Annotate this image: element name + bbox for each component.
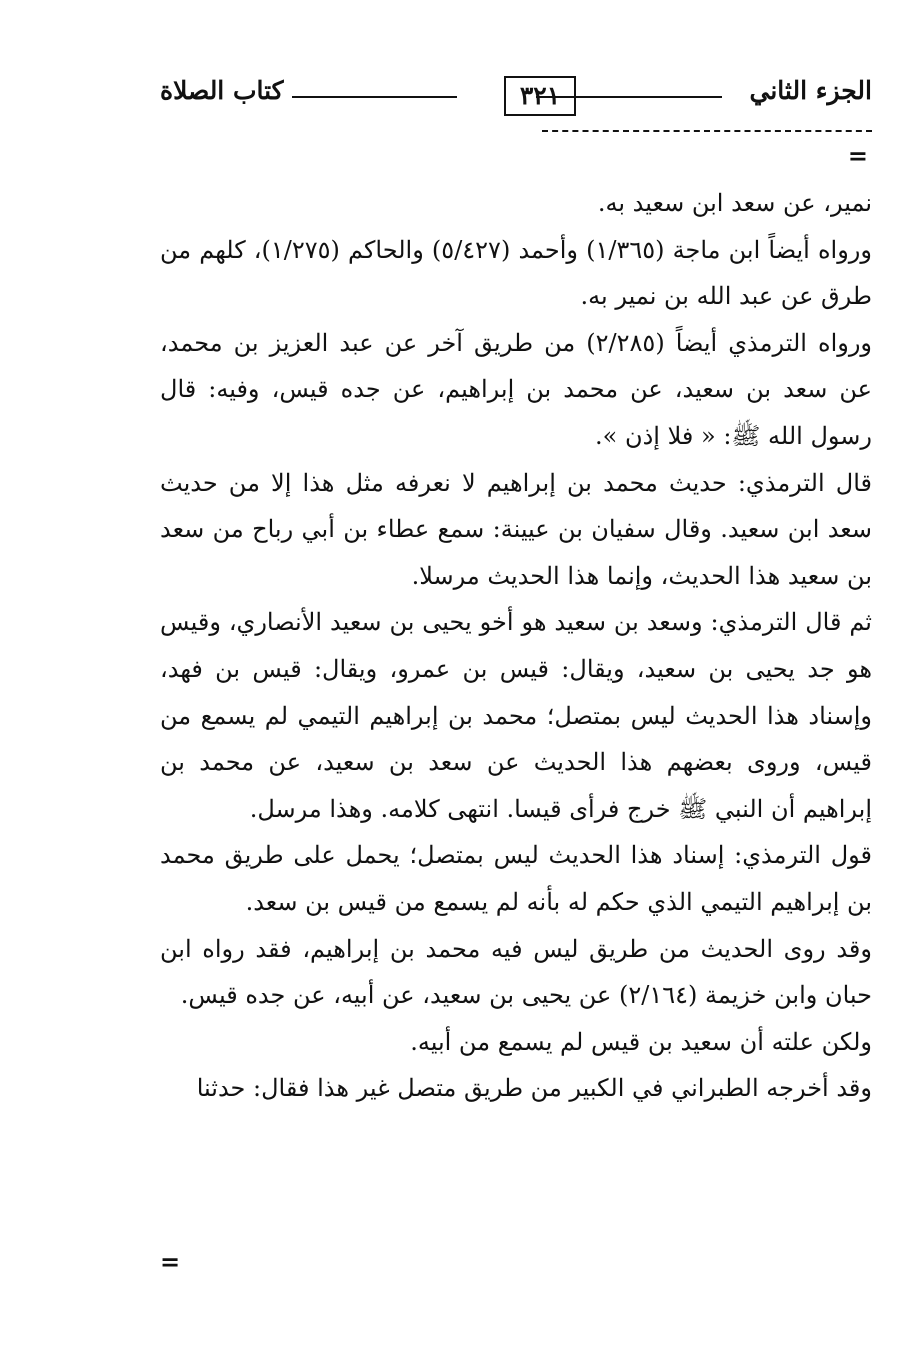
- header-rule-left: [292, 96, 457, 98]
- paragraph: قول الترمذي: إسناد هذا الحديث ليس بمتصل؛ يحمل على طريق محمد بن إبراهيم التيمي الذي حكم له بأنه لم يسمع من قيس بن سعد.: [160, 841, 872, 916]
- page-header: [160, 66, 872, 126]
- page-number: ٣٢١: [504, 76, 576, 116]
- continuation-mark-bottom: =: [160, 1247, 181, 1276]
- footnote-separator: [542, 130, 872, 132]
- footnote-text: [160, 180, 872, 1112]
- continuation-mark-top: =: [847, 141, 868, 170]
- paragraph: نمير، عن سعد ابن سعيد به.: [597, 189, 872, 217]
- paragraph: ثم قال الترمذي: وسعد بن سعيد هو أخو يحيى بن سعيد الأنصاري، وقيس هو جد يحيى بن سعيد، ويقال: قيس بن عمرو، ويقال: قيس بن فهد، وإسناد هذا الحديث ليس بمتصل؛ محمد بن إبراهيم التيمي لم يسمع من قيس، وروى بعضهم هذا الحديث عن سعد بن سعيد، عن محمد بن إبراهيم أن النبي ﷺ خرج فرأى قيسا. انتهى كلامه. وهذا مرسل.: [160, 608, 872, 823]
- paragraph: ورواه الترمذي أيضاً (٢/٢٨٥) من طريق آخر عن عبد العزيز بن محمد، عن سعد بن سعيد، عن محمد بن إبراهيم، عن جده قيس، وفيه: قال رسول الله ﷺ: « فلا إذن ».: [160, 328, 873, 450]
- paragraph: وقد أخرجه الطبراني في الكبير من طريق متصل غير هذا فقال: حدثنا: [196, 1074, 872, 1103]
- paragraph: وقد روى الحديث من طريق ليس فيه محمد بن إبراهيم، فقد رواه ابن حبان وابن خزيمة (٢/١٦٤) عن يحيى بن سعيد، عن أبيه، عن جده قيس.: [160, 934, 872, 1010]
- volume-title: الجزء الثاني: [749, 76, 872, 105]
- paragraph: ورواه أيضاً ابن ماجة (١/٣٦٥) وأحمد (٥/٤٢٧) والحاكم (١/٢٧٥)، كلهم من طرق عن عبد الله بن نمير به.: [160, 235, 872, 311]
- paragraph: ولكن علته أن سعيد بن قيس لم يسمع من أبيه.: [410, 1027, 872, 1056]
- book-title: كتاب الصلاة: [160, 76, 284, 105]
- paragraph: قال الترمذي: حديث محمد بن إبراهيم لا نعرفه مثل هذا إلا من حديث سعد ابن سعيد. وقال سفيان بن عيينة: سمع عطاء بن أبي رباح من سعد بن سعيد هذا الحديث، وإنما هذا الحديث مرسلا.: [160, 468, 872, 590]
